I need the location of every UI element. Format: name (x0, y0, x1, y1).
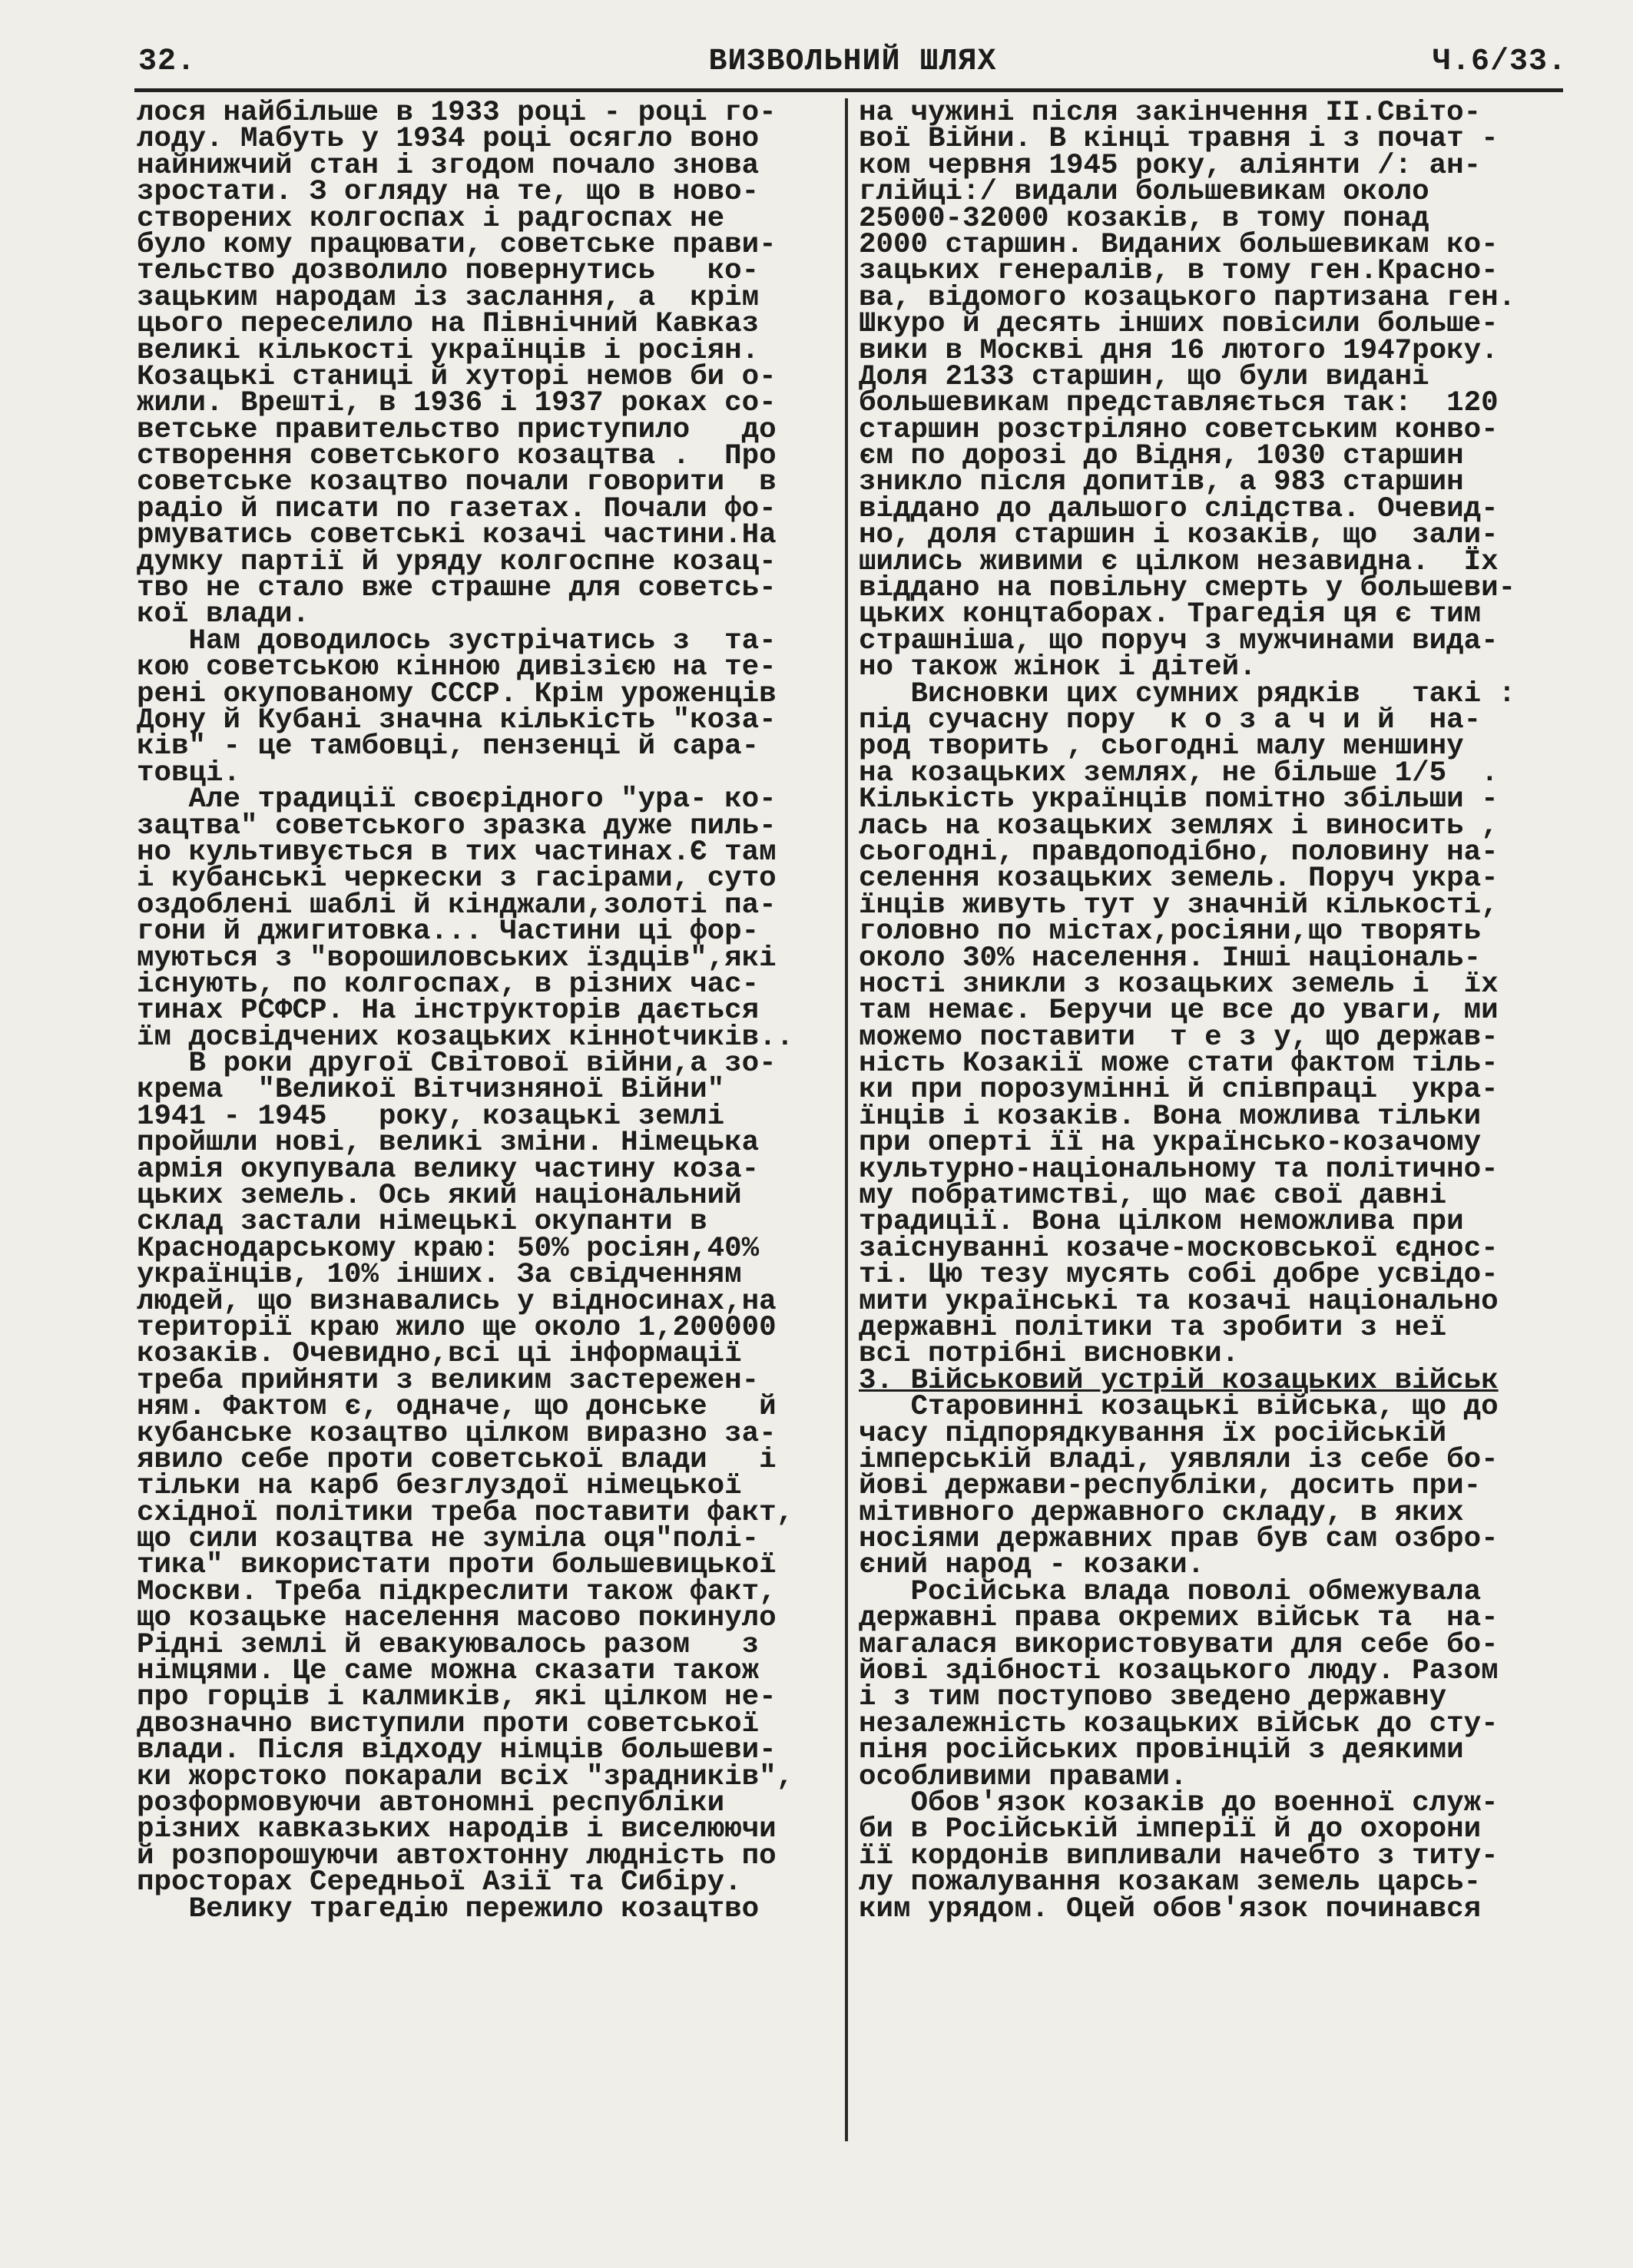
text-line: Рідні землі й евакуювалось разом з (137, 1628, 760, 1661)
text-line: головно по містах,росіяни,що творять (859, 915, 1482, 949)
text-line: зникло після допитів, а 983 старшин (859, 466, 1464, 499)
text-line: ки жорстоко покарали всіх "зрадників", (137, 1760, 794, 1793)
text-line: армія окупувала велику частину коза- (137, 1153, 760, 1186)
text-line: род творить , сьогодні малу меншину (859, 730, 1464, 763)
text-line: на козацьких землях, не більше 1/5 . (859, 757, 1499, 790)
header-rule (134, 88, 1563, 92)
text-line: йові здібності козацького люду. Разом (859, 1655, 1499, 1688)
text-line: цього переселило на Північний Кавказ (137, 308, 760, 341)
text-line: Краснодарському краю: 50% росіян,40% (137, 1232, 760, 1265)
text-line: державні права окремих військ та на- (859, 1602, 1499, 1635)
text-line: віддано на повільну смерть у большеви- (859, 572, 1516, 605)
text-line: Обов'язок козаків до военної служ- (859, 1787, 1499, 1819)
text-line: про горців і калмиків, які цілком не- (137, 1681, 777, 1714)
text-line: треба прийняти з великим застережен- (137, 1364, 760, 1397)
text-line: німцями. Це саме можна сказати також (137, 1655, 760, 1688)
text-line: людей, що визнавались у відносинах,на (137, 1285, 777, 1318)
text-line: кою советською кінною дивізією на те- (137, 651, 777, 684)
text-line: створених колгоспах і радгоспах не (137, 202, 725, 235)
text-line: тинах РСФСР. На інструкторів дається (137, 995, 760, 1028)
text-line: В роки другої Світової війни,а зо- (137, 1048, 777, 1081)
text-line: Дону й Кубані значна кількість "коза- (137, 704, 777, 737)
text-line: ветське правительство приступило до (137, 413, 777, 446)
text-line: лося найбільше в 1933 році - році го- (137, 97, 777, 129)
text-line: тво не стало вже страшне для советсь- (137, 572, 777, 605)
text-line: ням. Фактом є, одначе, що донське й (137, 1391, 777, 1424)
text-line: цьких земель. Ось який національний (137, 1180, 742, 1213)
text-line: і з тим поступово зведено державну (859, 1681, 1447, 1714)
text-line: кої влади. (137, 598, 310, 631)
text-line: кубанське козацтво цілком виразно за- (137, 1417, 777, 1450)
text-line: всі потрібні висновки. (859, 1338, 1240, 1371)
text-line: ком червня 1945 року, аліянти /: ан- (859, 149, 1482, 182)
text-line: мітивного державного складу, в яких (859, 1496, 1464, 1529)
text-line: їнців живуть тут у значній кількості, (859, 889, 1499, 922)
text-line: східної політики треба поставити факт, (137, 1496, 794, 1529)
text-line: піня російських провінцій з деякими (859, 1734, 1464, 1767)
text-line: вики в Москві дня 16 лютого 1947року. (859, 334, 1499, 367)
text-line: імперській владі, уявляли із себе бо- (859, 1443, 1499, 1476)
text-line: тільки на карб безглуздої німецької (137, 1470, 742, 1503)
text-line: там немає. Беручи це все до уваги, ми (859, 995, 1499, 1028)
text-line: муються з "ворошиловських їздців",які (137, 942, 777, 975)
text-line: єний народ - козаки. (859, 1549, 1205, 1582)
text-line: шились живими є цілком незавидна. Їх (859, 545, 1499, 578)
text-line: крема "Великої Вітчизняної Війни" (137, 1074, 725, 1107)
text-line: рмуватись советські козачі частини.На (137, 519, 777, 552)
text-line: можемо поставити т е з у, що держав- (859, 1021, 1499, 1054)
right-text-column (859, 97, 1565, 1925)
text-line: великі кількості українців і росіян. (137, 334, 760, 367)
text-line: 2000 старшин. Виданих большевикам ко- (859, 228, 1499, 261)
text-line: Російська влада поволі обмежувала (859, 1575, 1482, 1608)
page-header (138, 37, 1567, 83)
text-line: гони й джигитовка... Частини ці фор- (137, 915, 760, 949)
text-line: зацьким народам із заслання, а крім (137, 281, 760, 314)
text-line: заіснуванні козаче-московської єднос- (859, 1232, 1499, 1265)
text-line: советське козацтво почали говорити в (137, 466, 777, 499)
text-line: особливими правами. (859, 1760, 1187, 1793)
text-line: просторах Середньої Азії та Сибіру. (137, 1866, 742, 1899)
text-line: склад застали німецькі окупанти в (137, 1206, 707, 1239)
text-line: оздоблені шаблі й кінджали,золоті па- (137, 889, 777, 922)
text-line: селення козацьких земель. Поруч укра- (859, 863, 1499, 896)
text-line: 1941 - 1945 року, козацькі землі (137, 1100, 725, 1133)
text-line: влади. Після відходу німців большеви- (137, 1734, 777, 1767)
text-line: розформовуючи автономні республіки (137, 1787, 725, 1819)
text-line: ків" - це тамбовці, пензенці й сара- (137, 730, 760, 763)
text-line: на чужині після закінчення II.Світо- (859, 97, 1482, 129)
text-line: Велику трагедію пережило козацтво (137, 1892, 760, 1925)
text-line: сьогодні, правдоподібно, половину на- (859, 836, 1499, 869)
journal-title: ВИЗВОЛЬНИЙ ШЛЯХ (708, 45, 997, 79)
text-line: ність Козакії може стати фактом тіль- (859, 1048, 1499, 1081)
text-line: му побратимстві, що має свої давні (859, 1180, 1447, 1213)
text-line: глійці:/ видали большевикам около (859, 176, 1429, 209)
text-line: но також жінок і дітей. (859, 651, 1257, 684)
text-line: їм досвідчених козацьких кінноtчиків.. (137, 1021, 794, 1054)
text-line: лась на козацьких землях і виносить , (859, 810, 1499, 843)
text-line: часу підпорядкування їх російській (859, 1417, 1447, 1450)
text-line: носіями державних прав був сам озбро- (859, 1523, 1499, 1556)
text-line: віддано до дальшого слідства. Очевид- (859, 492, 1499, 525)
text-line: тельство дозволило повернутись ко- (137, 255, 760, 288)
text-line: но культивується в тих частинах.Є там (137, 836, 777, 869)
text-line: Але традиції своєрідного "ура- ко- (137, 783, 777, 816)
text-line: ки при порозумінні й співпраці укра- (859, 1074, 1499, 1107)
text-line: створення советського козацтва . Про (137, 440, 777, 473)
text-line: при оперті її на українсько-козачому (859, 1127, 1482, 1160)
text-line: ким урядом. Оцей обов'язок починався (859, 1892, 1482, 1925)
text-line: Нам доводилось зустрічатись з та- (137, 624, 777, 657)
text-line: державні політики та зробити з неї (859, 1311, 1447, 1344)
text-line: радіо й писати по газетах. Почали фо- (137, 492, 777, 525)
issue-number: Ч.6/33. (1432, 45, 1567, 79)
text-line: тика" використати проти большевицької (137, 1549, 777, 1582)
text-line: магалася використовувати для себе бо- (859, 1628, 1499, 1661)
text-line: зацьких генералів, в тому ген.Красно- (859, 255, 1499, 288)
text-line: й розпорошуючи автохтонну людність по (137, 1839, 777, 1872)
text-line: зростати. З огляду на те, що в ново- (137, 176, 760, 209)
text-line: культурно-національному та політично- (859, 1153, 1499, 1186)
text-line: цьких концтаборах. Трагедія ця є тим (859, 598, 1482, 631)
text-line: около 30% населення. Інші національ- (859, 942, 1482, 975)
text-line: думку партії й уряду колгоспне козац- (137, 545, 777, 578)
text-line: жили. Врешті, в 1936 і 1937 роках со- (137, 387, 777, 420)
column-divider (845, 98, 848, 2141)
text-line: зацтва" советського зразка дуже пиль- (137, 810, 777, 843)
text-line: явило себе проти советської влади і (137, 1443, 777, 1476)
text-line: вої Війни. В кінці травня і з почат - (859, 123, 1499, 156)
text-line: мити українські та козачі національно (859, 1285, 1499, 1318)
text-line: традиції. Вона цілком неможлива при (859, 1206, 1464, 1239)
text-line: пройшли нові, великі зміни. Німецька (137, 1127, 760, 1160)
text-line: йові держави-республіки, досить при- (859, 1470, 1482, 1503)
text-line: і кубанські черкески з гасірами, суто (137, 863, 777, 896)
text-line: існують, по колгоспах, в різних час- (137, 968, 760, 1001)
text-line: найнижчий стан і згодом почало знова (137, 149, 760, 182)
text-line: було кому працювати, советське прави- (137, 228, 777, 261)
text-line: би в Російській імперії й до охорони (859, 1813, 1482, 1846)
text-line: що сили козацтва не зуміла оця"полі- (137, 1523, 760, 1556)
text-line: території краю жило ще около 1,200000 (137, 1311, 777, 1344)
text-line: її кордонів випливали начебто з титу- (859, 1839, 1499, 1872)
left-text-column (137, 97, 836, 1925)
text-line: лоду. Мабуть у 1934 році осягло воно (137, 123, 760, 156)
text-line: що козацьке населення масово покинуло (137, 1602, 777, 1635)
text-line: різних кавказьких народів і виселюючи (137, 1813, 777, 1846)
page-number: 32. (138, 45, 197, 79)
text-line: старшин розстріляно советським конво- (859, 413, 1499, 446)
text-line: під сучасну пору к о з а ч и й на- (859, 704, 1482, 737)
text-line: ва, відомого козацького партизана ген. (859, 281, 1516, 314)
text-line: лу пожалування козакам земель царсь- (859, 1866, 1482, 1899)
text-line: козаків. Очевидно,всі ці інформації (137, 1338, 742, 1371)
text-line: Кількість українців помітно збільши - (859, 783, 1499, 816)
text-line: їнців і козаків. Вона можлива тільки (859, 1100, 1482, 1133)
text-line: ті. Цю тезу мусять собі добре усвідо- (859, 1259, 1499, 1292)
text-line: незалежність козацьких військ до сту- (859, 1707, 1499, 1740)
text-line: но, доля старшин і козаків, що зали- (859, 519, 1499, 552)
text-line: Висновки цих сумних рядків такі : (859, 677, 1516, 710)
text-line: українців, 10% інших. За свідченням (137, 1259, 742, 1292)
text-line: Москви. Треба підкреслити також факт, (137, 1575, 777, 1608)
text-line: товці. (137, 757, 241, 790)
text-line: двозначно виступили проти советської (137, 1707, 760, 1740)
text-line: большевикам представляється так: 120 (859, 387, 1499, 420)
text-line: страшніша, що поруч з мужчинами вида- (859, 624, 1499, 657)
text-line: Козацькі станиці й хуторі немов би о- (137, 360, 777, 393)
text-line: ності зникли з козацьких земель і їх (859, 968, 1499, 1001)
text-line: Доля 2133 старшин, що були видані (859, 360, 1429, 393)
text-line: рені окупованому СССР. Крім уроженців (137, 677, 777, 710)
text-line: єм по дорозі до Відня, 1030 старшин (859, 440, 1464, 473)
text-line: Старовинні козацькі війська, що до (859, 1391, 1499, 1424)
section-heading: 3. Військовий устрій козацьких військ (859, 1364, 1499, 1397)
text-line: 25000-32000 козаків, в тому понад (859, 202, 1429, 235)
text-line: Шкуро й десять інших повісили больше- (859, 308, 1499, 341)
